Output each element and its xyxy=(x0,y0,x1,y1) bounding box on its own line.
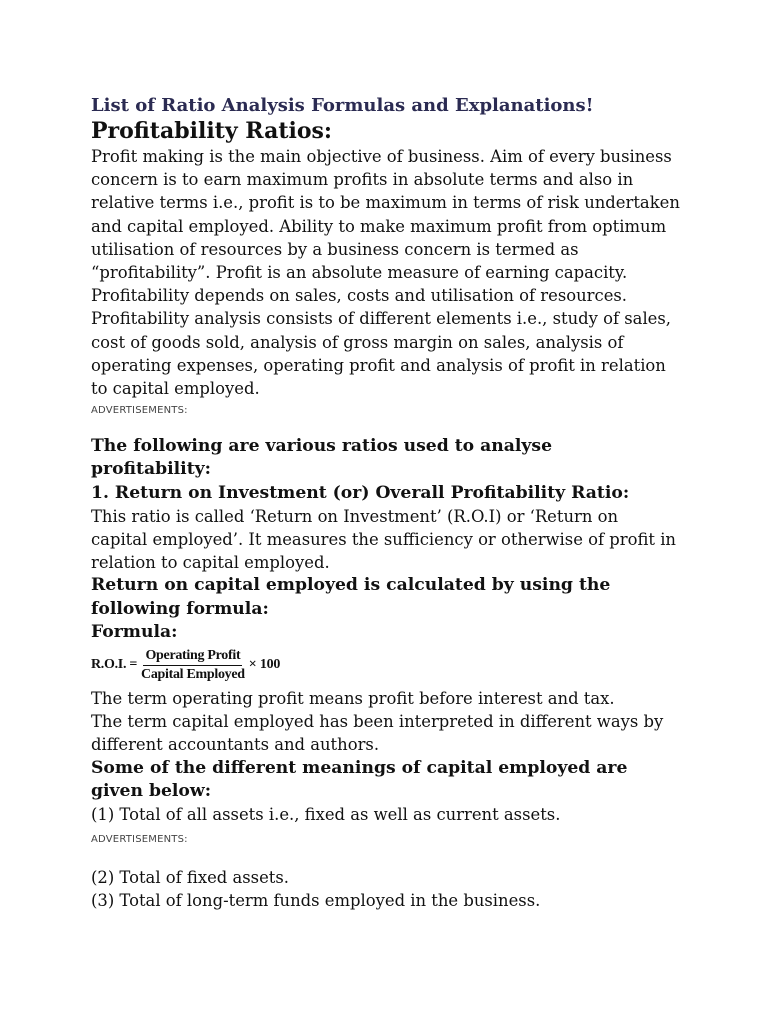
meanings-heading-line: given below: xyxy=(91,780,212,801)
roi-desc-line: This ratio is called ‘Return on Investment’ (R.O.I) or ‘Return on xyxy=(91,506,619,526)
calculation-heading xyxy=(91,574,691,620)
document-page xyxy=(91,94,691,913)
roi-desc-line: relation to capital employed. xyxy=(91,553,330,573)
meanings-heading-line: Some of the different meanings of capital employed are xyxy=(91,757,628,778)
intro-line: and capital employed. Ability to make maximum profit from optimum xyxy=(91,216,667,236)
intro-line: operating expenses, operating profit and analysis of profit in relation xyxy=(91,355,666,375)
formula-multiplier: × 100 xyxy=(248,657,281,673)
roi-heading: 1. Return on Investment (or) Overall Profitability Ratio: xyxy=(91,482,630,503)
roi-formula xyxy=(91,645,691,685)
roi-description xyxy=(91,505,691,575)
term-line: different accountants and authors. xyxy=(91,735,380,755)
formula-denominator: Capital Employed xyxy=(141,666,245,682)
intro-line: relative terms i.e., profit is to be maximum in terms of risk undertaken xyxy=(91,193,680,213)
term-line: The term capital employed has been interpreted in different ways by xyxy=(91,712,664,732)
formula-lhs: R.O.I. = xyxy=(91,657,138,673)
intro-line: concern is to earn maximum profits in absolute terms and also in xyxy=(91,170,634,190)
ratios-heading xyxy=(91,435,691,481)
section-title: Profitability Ratios: xyxy=(91,118,333,144)
formula-label: Formula: xyxy=(91,621,178,642)
intro-paragraph xyxy=(91,145,691,400)
advertisement-label: ADVERTISEMENTS: xyxy=(91,405,188,417)
intro-line: cost of goods sold, analysis of gross margin on sales, analysis of xyxy=(91,332,624,352)
intro-line: utilisation of resources by a business concern is termed as xyxy=(91,239,579,259)
calc-heading-line: Return on capital employed is calculated by using the xyxy=(91,575,611,596)
intro-line: Profitability depends on sales, costs and utilisation of resources. xyxy=(91,286,628,306)
term-line: The term operating profit means profit before interest and tax. xyxy=(91,689,615,709)
intro-line: to capital employed. xyxy=(91,379,260,399)
formula-numerator: Operating Profit xyxy=(143,648,242,666)
ratios-heading-line: profitability: xyxy=(91,459,211,480)
ratios-heading-line: The following are various ratios used to analyse xyxy=(91,436,553,457)
meaning-item-1: (1) Total of all assets i.e., fixed as well as current assets. xyxy=(91,805,561,825)
intro-line: “profitability”. Profit is an absolute measure of earning capacity. xyxy=(91,263,628,283)
calc-heading-line: following formula: xyxy=(91,598,269,619)
advertisement-label: ADVERTISEMENTS: xyxy=(91,834,188,846)
meaning-item-3: (3) Total of long-term funds employed in the business. xyxy=(91,891,541,911)
roi-desc-line: capital employed’. It measures the sufficiency or otherwise of profit in xyxy=(91,530,676,550)
meanings-heading xyxy=(91,757,691,803)
intro-line: Profitability analysis consists of different elements i.e., study of sales, xyxy=(91,309,672,329)
formula-fraction xyxy=(139,648,247,683)
terms-paragraph xyxy=(91,687,691,757)
meaning-item-2: (2) Total of fixed assets. xyxy=(91,868,289,888)
document-title: List of Ratio Analysis Formulas and Explanations! xyxy=(91,95,594,116)
intro-line: Profit making is the main objective of business. Aim of every business xyxy=(91,147,672,166)
